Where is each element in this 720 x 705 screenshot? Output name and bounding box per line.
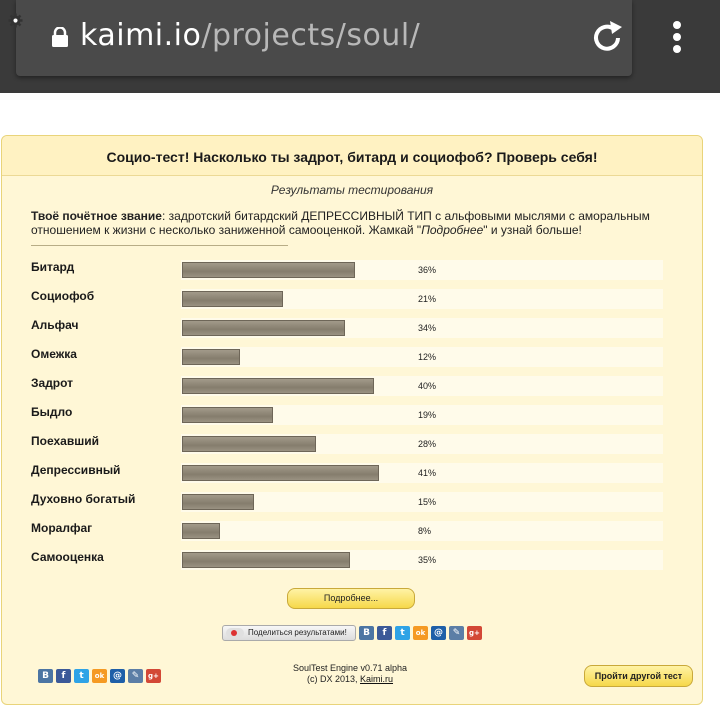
- result-label: Омежка: [31, 347, 77, 361]
- rank-tail: " и узнай больше!: [483, 223, 582, 237]
- lock-icon: [51, 27, 69, 47]
- twitter-icon[interactable]: t: [74, 669, 89, 683]
- result-label: Задрот: [31, 376, 74, 390]
- result-label: Поехавший: [31, 434, 99, 448]
- rank-label: Твоё почётное звание: [31, 209, 162, 223]
- facebook-icon[interactable]: f: [56, 669, 71, 683]
- result-label: Духовно богатый: [31, 492, 136, 506]
- result-row: [31, 376, 671, 398]
- share-icon: [226, 628, 244, 638]
- result-percent: 35%: [418, 555, 437, 565]
- result-row: [31, 550, 671, 572]
- address-bar[interactable]: [16, 0, 632, 76]
- result-row: [31, 521, 671, 543]
- copyright-text: (c) DX 2013,: [306, 674, 360, 684]
- share-label: Поделиться результатами!: [248, 628, 347, 637]
- rank-text: : задротский битардский ДЕПРЕССИВНЫЙ ТИП с альфовыми мыслями с аморальным отношением к жизни с несколько заниженной самооценкой. Жамкай ": [31, 209, 650, 237]
- facebook-icon[interactable]: f: [377, 626, 392, 640]
- page-title: Социо-тест! Насколько ты задрот, битард и социофоб? Проверь себя!: [106, 149, 598, 165]
- panel-header: [2, 136, 702, 176]
- result-label: Депрессивный: [31, 463, 121, 477]
- test-results-panel: [1, 135, 703, 705]
- result-percent: 19%: [418, 410, 437, 420]
- odnoklassniki-icon[interactable]: ok: [92, 669, 107, 683]
- engine-version: SoulTest Engine v0.71 alpha: [292, 663, 408, 673]
- result-row: [31, 260, 671, 282]
- result-percent: 21%: [418, 294, 437, 304]
- other-test-button[interactable]: Пройти другой тест: [584, 665, 693, 687]
- result-label: Альфач: [31, 318, 79, 332]
- result-bar-fill: [182, 320, 345, 336]
- result-bar-fill: [182, 436, 316, 452]
- result-label: Социофоб: [31, 289, 95, 303]
- vkontakte-icon[interactable]: B: [38, 669, 53, 683]
- results-subtitle: Результаты тестирования: [270, 183, 434, 197]
- result-bar-fill: [182, 262, 355, 278]
- reload-icon[interactable]: [590, 18, 626, 56]
- result-label: Битард: [31, 260, 75, 274]
- rank-link-word: Подробнее: [421, 223, 484, 237]
- result-row: [31, 405, 671, 427]
- result-bar-fill: [182, 494, 254, 510]
- result-percent: 15%: [418, 497, 437, 507]
- odnoklassniki-icon[interactable]: ok: [413, 626, 428, 640]
- result-bar-fill: [182, 349, 240, 365]
- result-bar-fill: [182, 407, 273, 423]
- browser-toolbar: [0, 0, 720, 93]
- result-bar-fill: [182, 523, 220, 539]
- result-row: [31, 347, 671, 369]
- result-row: [31, 289, 671, 311]
- more-button[interactable]: Подробнее...: [287, 588, 415, 609]
- kaimi-link[interactable]: Kaimi.ru: [360, 674, 394, 684]
- result-percent: 8%: [418, 526, 432, 536]
- result-percent: 28%: [418, 439, 437, 449]
- rank-description: [31, 209, 671, 237]
- url-host: kaimi.io: [80, 18, 202, 53]
- twitter-icon[interactable]: t: [395, 626, 410, 640]
- mailru-icon[interactable]: @: [110, 669, 125, 683]
- engine-credits: [250, 663, 450, 685]
- mailru-icon[interactable]: @: [431, 626, 446, 640]
- livejournal-icon[interactable]: ✎: [449, 626, 464, 640]
- googleplus-icon[interactable]: g+: [467, 626, 482, 640]
- result-percent: 36%: [418, 265, 437, 275]
- livejournal-icon[interactable]: ✎: [128, 669, 143, 683]
- result-label: Самооценка: [31, 550, 104, 564]
- url-text[interactable]: [80, 18, 420, 53]
- result-bar-fill: [182, 378, 374, 394]
- result-percent: 12%: [418, 352, 437, 362]
- result-bar-fill: [182, 465, 379, 481]
- result-row: [31, 463, 671, 485]
- result-label: Моралфаг: [31, 521, 93, 535]
- menu-kebab-icon[interactable]: [664, 18, 690, 56]
- result-bar-fill: [182, 291, 283, 307]
- result-row: [31, 318, 671, 340]
- copyright-line: [250, 674, 450, 685]
- result-percent: 34%: [418, 323, 437, 333]
- googleplus-icon[interactable]: g+: [146, 669, 161, 683]
- result-row: [31, 492, 671, 514]
- result-bar-fill: [182, 552, 350, 568]
- url-path: /projects/soul/: [201, 18, 421, 53]
- result-percent: 41%: [418, 468, 437, 478]
- gear-icon[interactable]: [8, 13, 23, 28]
- result-row: [31, 434, 671, 456]
- result-percent: 40%: [418, 381, 437, 391]
- vkontakte-icon[interactable]: B: [359, 626, 374, 640]
- divider: [31, 245, 288, 246]
- share-results-button[interactable]: [222, 625, 356, 641]
- result-label: Быдло: [31, 405, 73, 419]
